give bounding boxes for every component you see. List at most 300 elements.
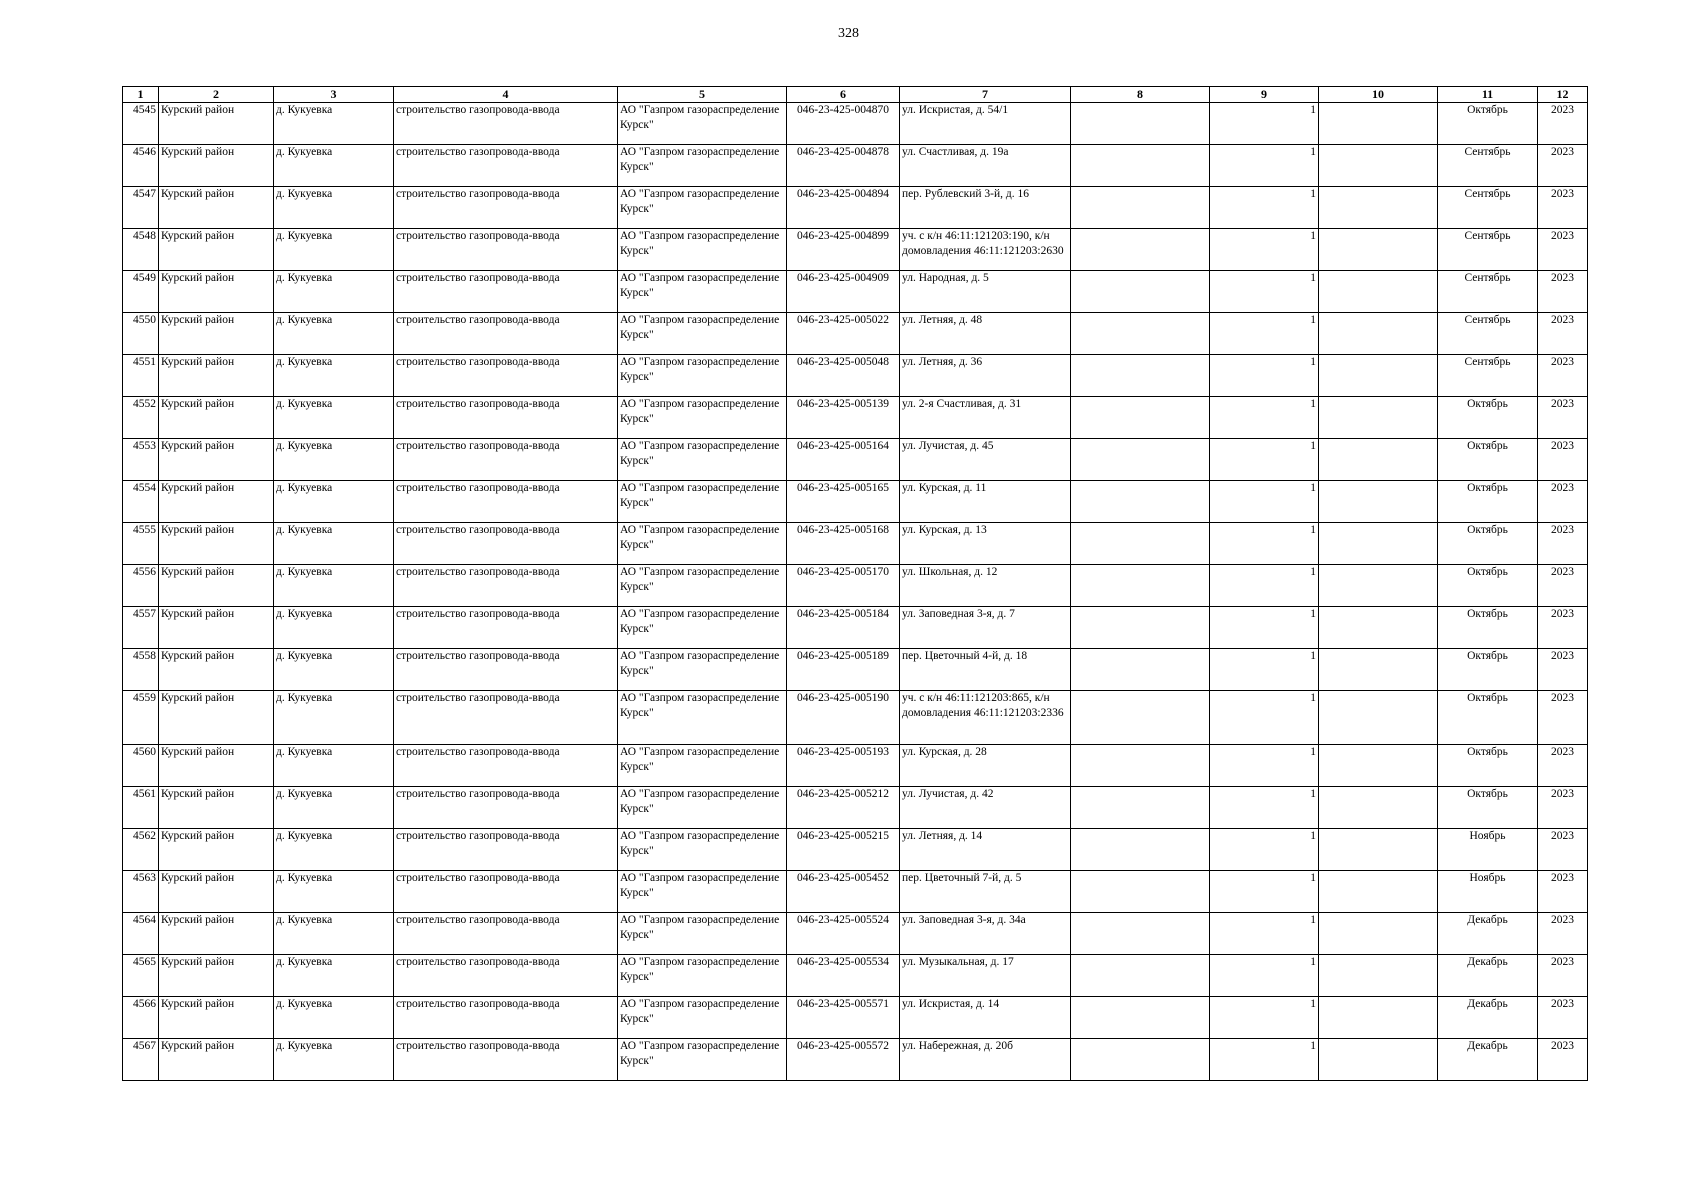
organization-cell: АО "Газпром газораспределение Курск"	[618, 103, 787, 145]
column-8-cell	[1071, 691, 1210, 745]
district-cell: Курский район	[159, 187, 274, 229]
address-cell: ул. Заповедная 3-я, д. 34а	[900, 913, 1071, 955]
column-8-cell	[1071, 607, 1210, 649]
row-number-cell: 4564	[123, 913, 159, 955]
row-number-cell: 4550	[123, 313, 159, 355]
table-row	[123, 523, 1588, 565]
request-code-cell: 046-23-425-005572	[787, 1039, 900, 1081]
address-cell: ул. Набережная, д. 20б	[900, 1039, 1071, 1081]
year-cell: 2023	[1538, 1039, 1588, 1081]
column-10-cell	[1319, 313, 1438, 355]
column-10-cell	[1319, 607, 1438, 649]
address-cell: ул. Заповедная 3-я, д. 7	[900, 607, 1071, 649]
request-code-cell: 046-23-425-005170	[787, 565, 900, 607]
request-code-cell: 046-23-425-005048	[787, 355, 900, 397]
organization-cell: АО "Газпром газораспределение Курск"	[618, 787, 787, 829]
work-type-cell: строительство газопровода-ввода	[394, 997, 618, 1039]
row-number-cell: 4556	[123, 565, 159, 607]
column-8-cell	[1071, 145, 1210, 187]
month-cell: Сентябрь	[1438, 355, 1538, 397]
column-10-cell	[1319, 397, 1438, 439]
column-10-cell	[1319, 355, 1438, 397]
row-number-cell: 4547	[123, 187, 159, 229]
request-code-cell: 046-23-425-004870	[787, 103, 900, 145]
year-cell: 2023	[1538, 829, 1588, 871]
month-cell: Октябрь	[1438, 439, 1538, 481]
year-cell: 2023	[1538, 691, 1588, 745]
district-cell: Курский район	[159, 103, 274, 145]
row-number-cell: 4549	[123, 271, 159, 313]
year-cell: 2023	[1538, 103, 1588, 145]
row-number-cell: 4545	[123, 103, 159, 145]
year-cell: 2023	[1538, 607, 1588, 649]
village-cell: д. Кукуевка	[274, 187, 394, 229]
request-code-cell: 046-23-425-004899	[787, 229, 900, 271]
column-10-cell	[1319, 439, 1438, 481]
village-cell: д. Кукуевка	[274, 397, 394, 439]
organization-cell: АО "Газпром газораспределение Курск"	[618, 355, 787, 397]
organization-cell: АО "Газпром газораспределение Курск"	[618, 649, 787, 691]
column-8-cell	[1071, 997, 1210, 1039]
district-cell: Курский район	[159, 565, 274, 607]
column-10-cell	[1319, 145, 1438, 187]
organization-cell: АО "Газпром газораспределение Курск"	[618, 829, 787, 871]
request-code-cell: 046-23-425-005184	[787, 607, 900, 649]
village-cell: д. Кукуевка	[274, 481, 394, 523]
row-number-cell: 4562	[123, 829, 159, 871]
table-row	[123, 745, 1588, 787]
village-cell: д. Кукуевка	[274, 439, 394, 481]
village-cell: д. Кукуевка	[274, 271, 394, 313]
request-code-cell: 046-23-425-005193	[787, 745, 900, 787]
district-cell: Курский район	[159, 997, 274, 1039]
quantity-cell: 1	[1210, 397, 1319, 439]
work-type-cell: строительство газопровода-ввода	[394, 313, 618, 355]
quantity-cell: 1	[1210, 691, 1319, 745]
year-cell: 2023	[1538, 745, 1588, 787]
column-8-cell	[1071, 439, 1210, 481]
column-header: 2	[159, 87, 274, 103]
table-row	[123, 145, 1588, 187]
month-cell: Октябрь	[1438, 523, 1538, 565]
quantity-cell: 1	[1210, 607, 1319, 649]
district-cell: Курский район	[159, 787, 274, 829]
column-8-cell	[1071, 271, 1210, 313]
village-cell: д. Кукуевка	[274, 313, 394, 355]
column-header: 7	[900, 87, 1071, 103]
year-cell: 2023	[1538, 187, 1588, 229]
column-10-cell	[1319, 649, 1438, 691]
column-10-cell	[1319, 103, 1438, 145]
year-cell: 2023	[1538, 649, 1588, 691]
district-cell: Курский район	[159, 829, 274, 871]
year-cell: 2023	[1538, 397, 1588, 439]
district-cell: Курский район	[159, 955, 274, 997]
address-cell: ул. Летняя, д. 14	[900, 829, 1071, 871]
address-cell: ул. Лучистая, д. 45	[900, 439, 1071, 481]
organization-cell: АО "Газпром газораспределение Курск"	[618, 271, 787, 313]
row-number-cell: 4554	[123, 481, 159, 523]
work-type-cell: строительство газопровода-ввода	[394, 439, 618, 481]
column-header: 8	[1071, 87, 1210, 103]
work-type-cell: строительство газопровода-ввода	[394, 187, 618, 229]
table-row	[123, 1039, 1588, 1081]
page-number: 328	[838, 26, 859, 41]
address-cell: ул. Курская, д. 13	[900, 523, 1071, 565]
column-8-cell	[1071, 955, 1210, 997]
row-number-cell: 4558	[123, 649, 159, 691]
table-row	[123, 187, 1588, 229]
organization-cell: АО "Газпром газораспределение Курск"	[618, 397, 787, 439]
column-8-cell	[1071, 871, 1210, 913]
year-cell: 2023	[1538, 229, 1588, 271]
column-8-cell	[1071, 481, 1210, 523]
address-cell: ул. Школьная, д. 12	[900, 565, 1071, 607]
district-cell: Курский район	[159, 1039, 274, 1081]
column-header: 10	[1319, 87, 1438, 103]
work-type-cell: строительство газопровода-ввода	[394, 355, 618, 397]
table-row	[123, 649, 1588, 691]
month-cell: Сентябрь	[1438, 313, 1538, 355]
table-row	[123, 607, 1588, 649]
column-header: 4	[394, 87, 618, 103]
village-cell: д. Кукуевка	[274, 829, 394, 871]
year-cell: 2023	[1538, 271, 1588, 313]
request-code-cell: 046-23-425-005022	[787, 313, 900, 355]
month-cell: Октябрь	[1438, 649, 1538, 691]
table-row	[123, 871, 1588, 913]
column-10-cell	[1319, 1039, 1438, 1081]
district-cell: Курский район	[159, 607, 274, 649]
year-cell: 2023	[1538, 313, 1588, 355]
table-row	[123, 481, 1588, 523]
work-type-cell: строительство газопровода-ввода	[394, 691, 618, 745]
quantity-cell: 1	[1210, 649, 1319, 691]
work-type-cell: строительство газопровода-ввода	[394, 829, 618, 871]
quantity-cell: 1	[1210, 997, 1319, 1039]
month-cell: Октябрь	[1438, 103, 1538, 145]
address-cell: ул. Курская, д. 28	[900, 745, 1071, 787]
village-cell: д. Кукуевка	[274, 649, 394, 691]
address-cell: пер. Цветочный 7-й, д. 5	[900, 871, 1071, 913]
quantity-cell: 1	[1210, 187, 1319, 229]
quantity-cell: 1	[1210, 355, 1319, 397]
row-number-cell: 4561	[123, 787, 159, 829]
organization-cell: АО "Газпром газораспределение Курск"	[618, 523, 787, 565]
column-8-cell	[1071, 523, 1210, 565]
table-row	[123, 997, 1588, 1039]
month-cell: Ноябрь	[1438, 871, 1538, 913]
village-cell: д. Кукуевка	[274, 787, 394, 829]
column-10-cell	[1319, 691, 1438, 745]
year-cell: 2023	[1538, 955, 1588, 997]
column-10-cell	[1319, 997, 1438, 1039]
column-number-header-row	[123, 87, 1588, 103]
column-8-cell	[1071, 313, 1210, 355]
request-code-cell: 046-23-425-005212	[787, 787, 900, 829]
organization-cell: АО "Газпром газораспределение Курск"	[618, 871, 787, 913]
column-header: 3	[274, 87, 394, 103]
work-type-cell: строительство газопровода-ввода	[394, 397, 618, 439]
work-type-cell: строительство газопровода-ввода	[394, 229, 618, 271]
month-cell: Сентябрь	[1438, 271, 1538, 313]
address-cell: уч. с к/н 46:11:121203:190, к/н домовладения 46:11:121203:2630	[900, 229, 1071, 271]
column-header: 6	[787, 87, 900, 103]
work-type-cell: строительство газопровода-ввода	[394, 523, 618, 565]
column-8-cell	[1071, 187, 1210, 229]
work-type-cell: строительство газопровода-ввода	[394, 481, 618, 523]
village-cell: д. Кукуевка	[274, 607, 394, 649]
month-cell: Октябрь	[1438, 607, 1538, 649]
village-cell: д. Кукуевка	[274, 1039, 394, 1081]
village-cell: д. Кукуевка	[274, 103, 394, 145]
request-code-cell: 046-23-425-005452	[787, 871, 900, 913]
column-header: 5	[618, 87, 787, 103]
column-header: 9	[1210, 87, 1319, 103]
organization-cell: АО "Газпром газораспределение Курск"	[618, 691, 787, 745]
month-cell: Октябрь	[1438, 745, 1538, 787]
column-10-cell	[1319, 481, 1438, 523]
table-row	[123, 691, 1588, 745]
month-cell: Октябрь	[1438, 481, 1538, 523]
year-cell: 2023	[1538, 523, 1588, 565]
month-cell: Декабрь	[1438, 955, 1538, 997]
column-8-cell	[1071, 913, 1210, 955]
column-10-cell	[1319, 745, 1438, 787]
district-cell: Курский район	[159, 913, 274, 955]
row-number-cell: 4555	[123, 523, 159, 565]
address-cell: ул. Лучистая, д. 42	[900, 787, 1071, 829]
village-cell: д. Кукуевка	[274, 691, 394, 745]
row-number-cell: 4546	[123, 145, 159, 187]
district-cell: Курский район	[159, 355, 274, 397]
village-cell: д. Кукуевка	[274, 745, 394, 787]
work-type-cell: строительство газопровода-ввода	[394, 1039, 618, 1081]
organization-cell: АО "Газпром газораспределение Курск"	[618, 481, 787, 523]
row-number-cell: 4557	[123, 607, 159, 649]
year-cell: 2023	[1538, 913, 1588, 955]
organization-cell: АО "Газпром газораспределение Курск"	[618, 1039, 787, 1081]
village-cell: д. Кукуевка	[274, 565, 394, 607]
district-cell: Курский район	[159, 145, 274, 187]
table-row	[123, 103, 1588, 145]
address-cell: ул. Курская, д. 11	[900, 481, 1071, 523]
column-8-cell	[1071, 229, 1210, 271]
year-cell: 2023	[1538, 871, 1588, 913]
column-10-cell	[1319, 955, 1438, 997]
quantity-cell: 1	[1210, 229, 1319, 271]
work-type-cell: строительство газопровода-ввода	[394, 871, 618, 913]
month-cell: Октябрь	[1438, 691, 1538, 745]
column-8-cell	[1071, 355, 1210, 397]
district-cell: Курский район	[159, 481, 274, 523]
organization-cell: АО "Газпром газораспределение Курск"	[618, 607, 787, 649]
request-code-cell: 046-23-425-005524	[787, 913, 900, 955]
address-cell: ул. Народная, д. 5	[900, 271, 1071, 313]
month-cell: Декабрь	[1438, 1039, 1538, 1081]
request-code-cell: 046-23-425-005165	[787, 481, 900, 523]
organization-cell: АО "Газпром газораспределение Курск"	[618, 913, 787, 955]
quantity-cell: 1	[1210, 1039, 1319, 1081]
row-number-cell: 4566	[123, 997, 159, 1039]
month-cell: Октябрь	[1438, 565, 1538, 607]
column-10-cell	[1319, 565, 1438, 607]
village-cell: д. Кукуевка	[274, 913, 394, 955]
month-cell: Сентябрь	[1438, 145, 1538, 187]
month-cell: Декабрь	[1438, 913, 1538, 955]
table-row	[123, 955, 1588, 997]
work-type-cell: строительство газопровода-ввода	[394, 913, 618, 955]
column-8-cell	[1071, 649, 1210, 691]
column-10-cell	[1319, 271, 1438, 313]
month-cell: Октябрь	[1438, 787, 1538, 829]
year-cell: 2023	[1538, 355, 1588, 397]
year-cell: 2023	[1538, 145, 1588, 187]
work-type-cell: строительство газопровода-ввода	[394, 745, 618, 787]
organization-cell: АО "Газпром газораспределение Курск"	[618, 229, 787, 271]
work-type-cell: строительство газопровода-ввода	[394, 607, 618, 649]
row-number-cell: 4567	[123, 1039, 159, 1081]
table-row	[123, 787, 1588, 829]
column-8-cell	[1071, 565, 1210, 607]
village-cell: д. Кукуевка	[274, 871, 394, 913]
request-code-cell: 046-23-425-004909	[787, 271, 900, 313]
row-number-cell: 4559	[123, 691, 159, 745]
quantity-cell: 1	[1210, 745, 1319, 787]
column-header: 11	[1438, 87, 1538, 103]
column-8-cell	[1071, 1039, 1210, 1081]
work-type-cell: строительство газопровода-ввода	[394, 787, 618, 829]
column-8-cell	[1071, 103, 1210, 145]
address-cell: пер. Рублевский 3-й, д. 16	[900, 187, 1071, 229]
organization-cell: АО "Газпром газораспределение Курск"	[618, 955, 787, 997]
month-cell: Сентябрь	[1438, 229, 1538, 271]
district-cell: Курский район	[159, 523, 274, 565]
address-cell: пер. Цветочный 4-й, д. 18	[900, 649, 1071, 691]
quantity-cell: 1	[1210, 271, 1319, 313]
column-10-cell	[1319, 523, 1438, 565]
row-number-cell: 4548	[123, 229, 159, 271]
table-row	[123, 439, 1588, 481]
request-code-cell: 046-23-425-005534	[787, 955, 900, 997]
quantity-cell: 1	[1210, 955, 1319, 997]
table-row	[123, 565, 1588, 607]
village-cell: д. Кукуевка	[274, 523, 394, 565]
work-type-cell: строительство газопровода-ввода	[394, 271, 618, 313]
address-cell: ул. Музыкальная, д. 17	[900, 955, 1071, 997]
month-cell: Ноябрь	[1438, 829, 1538, 871]
village-cell: д. Кукуевка	[274, 997, 394, 1039]
row-number-cell: 4552	[123, 397, 159, 439]
table-row	[123, 229, 1588, 271]
request-code-cell: 046-23-425-004878	[787, 145, 900, 187]
request-code-cell: 046-23-425-005571	[787, 997, 900, 1039]
request-code-cell: 046-23-425-005190	[787, 691, 900, 745]
address-cell: ул. Искристая, д. 14	[900, 997, 1071, 1039]
work-type-cell: строительство газопровода-ввода	[394, 955, 618, 997]
work-type-cell: строительство газопровода-ввода	[394, 565, 618, 607]
quantity-cell: 1	[1210, 439, 1319, 481]
row-number-cell: 4563	[123, 871, 159, 913]
column-10-cell	[1319, 913, 1438, 955]
work-type-cell: строительство газопровода-ввода	[394, 649, 618, 691]
year-cell: 2023	[1538, 787, 1588, 829]
village-cell: д. Кукуевка	[274, 229, 394, 271]
row-number-cell: 4560	[123, 745, 159, 787]
column-10-cell	[1319, 871, 1438, 913]
organization-cell: АО "Газпром газораспределение Курск"	[618, 187, 787, 229]
column-10-cell	[1319, 229, 1438, 271]
request-code-cell: 046-23-425-005189	[787, 649, 900, 691]
quantity-cell: 1	[1210, 829, 1319, 871]
request-code-cell: 046-23-425-005215	[787, 829, 900, 871]
table-row	[123, 355, 1588, 397]
district-cell: Курский район	[159, 871, 274, 913]
district-cell: Курский район	[159, 229, 274, 271]
work-type-cell: строительство газопровода-ввода	[394, 145, 618, 187]
row-number-cell: 4551	[123, 355, 159, 397]
address-cell: ул. Летняя, д. 48	[900, 313, 1071, 355]
column-10-cell	[1319, 187, 1438, 229]
table-row	[123, 313, 1588, 355]
district-cell: Курский район	[159, 649, 274, 691]
address-cell: ул. Счастливая, д. 19а	[900, 145, 1071, 187]
village-cell: д. Кукуевка	[274, 955, 394, 997]
column-10-cell	[1319, 829, 1438, 871]
quantity-cell: 1	[1210, 913, 1319, 955]
district-cell: Курский район	[159, 439, 274, 481]
year-cell: 2023	[1538, 481, 1588, 523]
organization-cell: АО "Газпром газораспределение Курск"	[618, 313, 787, 355]
address-cell: уч. с к/н 46:11:121203:865, к/н домовладения 46:11:121203:2336	[900, 691, 1071, 745]
address-cell: ул. Летняя, д. 36	[900, 355, 1071, 397]
column-8-cell	[1071, 787, 1210, 829]
year-cell: 2023	[1538, 439, 1588, 481]
quantity-cell: 1	[1210, 313, 1319, 355]
column-header: 1	[123, 87, 159, 103]
village-cell: д. Кукуевка	[274, 145, 394, 187]
column-8-cell	[1071, 397, 1210, 439]
column-8-cell	[1071, 829, 1210, 871]
month-cell: Октябрь	[1438, 397, 1538, 439]
village-cell: д. Кукуевка	[274, 355, 394, 397]
row-number-cell: 4553	[123, 439, 159, 481]
organization-cell: АО "Газпром газораспределение Курск"	[618, 565, 787, 607]
quantity-cell: 1	[1210, 145, 1319, 187]
table-row	[123, 829, 1588, 871]
column-header: 12	[1538, 87, 1588, 103]
district-cell: Курский район	[159, 271, 274, 313]
quantity-cell: 1	[1210, 103, 1319, 145]
table-row	[123, 271, 1588, 313]
district-cell: Курский район	[159, 745, 274, 787]
registry-table	[122, 86, 1588, 1081]
year-cell: 2023	[1538, 997, 1588, 1039]
quantity-cell: 1	[1210, 523, 1319, 565]
request-code-cell: 046-23-425-005164	[787, 439, 900, 481]
quantity-cell: 1	[1210, 565, 1319, 607]
column-10-cell	[1319, 787, 1438, 829]
table-row	[123, 913, 1588, 955]
quantity-cell: 1	[1210, 481, 1319, 523]
organization-cell: АО "Газпром газораспределение Курск"	[618, 745, 787, 787]
month-cell: Сентябрь	[1438, 187, 1538, 229]
address-cell: ул. 2-я Счастливая, д. 31	[900, 397, 1071, 439]
district-cell: Курский район	[159, 691, 274, 745]
column-8-cell	[1071, 745, 1210, 787]
organization-cell: АО "Газпром газораспределение Курск"	[618, 145, 787, 187]
month-cell: Декабрь	[1438, 997, 1538, 1039]
